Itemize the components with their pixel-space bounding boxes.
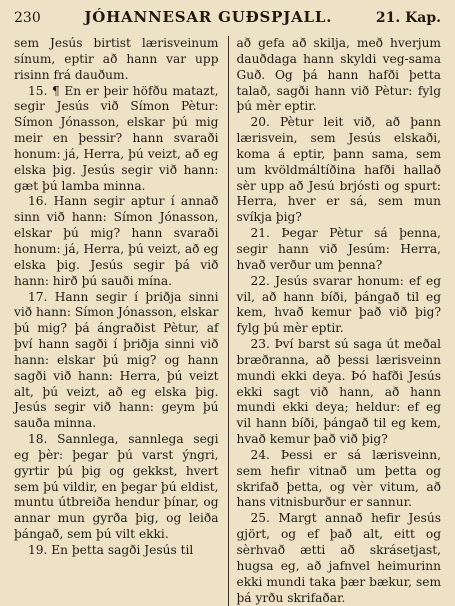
- verse-20: 20. Pètur leit við, að þann lærisvein, sem Jesús elskaði, koma á eptir, þann sama, sem um kvöldmáltíðina hafði hallað sèr upp að Jesú brjósti og spurt: Herra, hver er sá, sem mun svíkja þig?: [236, 115, 441, 225]
- verse-17: 17. Hann segir í þriðja sinni við hann: Símon Jónasson, elskar þú mig? þá ángraðist Pètur, af því hann sagði í þriðja sinni við hann: elskar þú mig? og hann sagði við hann: Herra, þú veizt alt, þú veizt, að eg elska þig. Jesús segir við hann: geym þú sauða minna.: [14, 289, 219, 431]
- verse-23: 23. Því barst sú saga út meðal bræðranna, að þessi lærisveinn mundi ekki deya. Þó hafði Jesús ekki sagt við hann, að hann mundi ekki deya; heldur: ef eg vil hann bíði, þángað til eg kem, hvað kemur það við þig?: [236, 337, 441, 447]
- book-title: JÓHANNESAR GUÐSPJALL.: [84, 8, 333, 26]
- verse-18: 18. Sannlega, sannlega segi eg þèr: þegar þú varst ýngri, gyrtir þú þig og gekkst, hvert sem þú vildir, en þegar þú eldist, muntu útbreiða hendur þínar, og annar mun gyrða þig, og leiða þángað, sem þú vilt ekki.: [14, 432, 219, 542]
- verse-19: 19. En þetta sagði Jesús til: [28, 543, 194, 557]
- paragraph: sem Jesús birtist lærisveinum sínum, eptir að hann var upp risinn frá dauðum.: [14, 36, 219, 82]
- verse-15: 15. ¶ En er þeir höfðu matazt, segir Jesús við Símon Pètur: Símon Jónasson, elskar þú mig meir en þessir? hann svaraði honum: já, Herra, þú veizt, að eg elska þig. Jesús segir við hann: gæt þú lamba minna.: [14, 83, 219, 193]
- column-rule: [228, 36, 229, 606]
- text-columns: [14, 36, 441, 606]
- verse-16: 16. Hann segir aptur í annað sinn við hann: Símon Jónasson, elskar þú mig? hann svaraði honum: já, Herra, þú veizt, að eg elska þig. Jesús segir þá við hann: hirð þú sauði mína.: [14, 194, 219, 288]
- chapter-label: 21. Kap.: [375, 10, 441, 26]
- verse-24: 24. Þessi er sá lærisveinn, sem hefir vitnað um þetta og skrifað þetta, og vèr vitum, að hans vitnisburður er sannur.: [236, 447, 441, 510]
- verse-25: 25. Margt annað hefir Jesús gjört, og ef það alt, eitt og sèrhvað ætti að skrásetjast, hugsa eg, að jafnvel heimurinn ekki mundi taka þær bækur, sem þá yrðu skrifaðar.: [236, 511, 441, 605]
- paragraph: að gefa að skilja, með hverjum dauðdaga hann skyldi veg-sama Guð. Og þá hann hafði þetta talað, sagði hann við Pètur: fylg þú mèr eptir.: [236, 36, 441, 114]
- running-header: [14, 8, 441, 30]
- verse-22: 22. Jesús svarar honum: ef eg vil, að hann bíði, þángað til eg kem, hvað kemur það við þig? fylg þú mèr eptir.: [236, 273, 441, 336]
- left-column: [14, 36, 219, 606]
- verse-21: 21. Þegar Pètur sá þenna, segir hann við Jesúm: Herra, hvað verður um þenna?: [236, 226, 441, 272]
- right-column: [237, 36, 442, 606]
- page-number: 230: [14, 10, 41, 26]
